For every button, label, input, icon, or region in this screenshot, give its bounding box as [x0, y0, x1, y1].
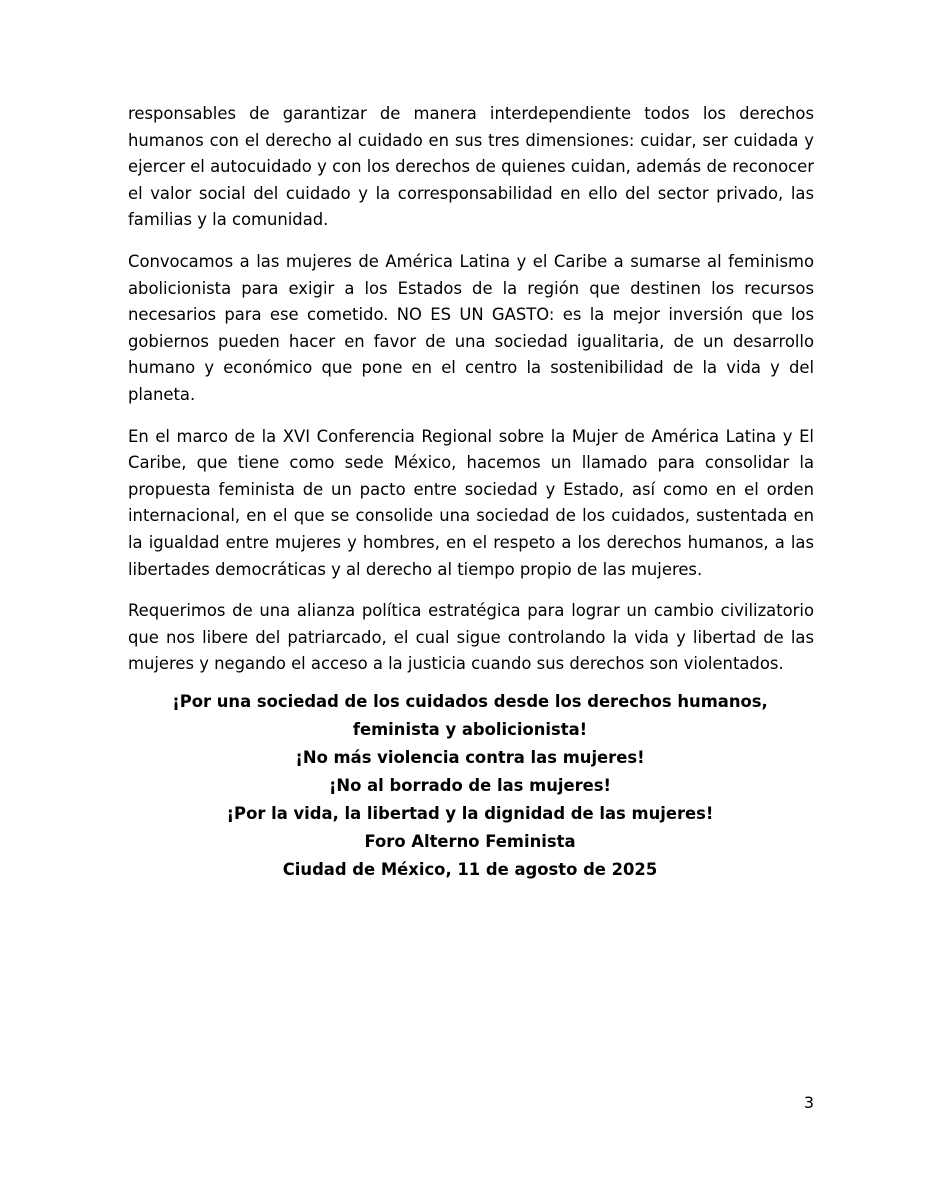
paragraph-care-rights: responsables de garantizar de manera interdependiente todos los derechos humanos con el derecho al cuidado en sus tres dimensiones: cuidar, ser cuidada y ejercer el autocuidado y con los derechos de quienes cuidan, además de reconocer el valor social del cuidado y la corresponsabilidad en ello del sector privado, las familias y la comunidad. — [128, 104, 814, 230]
slogan-no-erasure: ¡No al borrado de las mujeres! — [328, 776, 612, 795]
document-body — [128, 101, 814, 693]
slogan-care-society: ¡Por una sociedad de los cuidados desde los derechos humanos, feminista y abolicionista! — [172, 692, 768, 739]
slogan-life-freedom-dignity: ¡Por la vida, la libertad y la dignidad de las mujeres! — [226, 804, 714, 823]
paragraph-regional-conference: En el marco de la XVI Conferencia Regional sobre la Mujer de América Latina y El Caribe, que tiene como sede México, hacemos un llamado para consolidar la propuesta feminista de un pacto entre sociedad y Estado, así como en el orden internacional, en el que se consolide una sociedad de los cuidados, sustentada en la igualdad entre mujeres y hombres, en el respeto a los derechos humanos, a las libertades democráticas y al derecho al tiempo propio de las mujeres. — [128, 426, 814, 579]
paragraph-political-alliance: Requerimos de una alianza política estratégica para lograr un cambio civilizatorio que nos libere del patriarcado, el cual sigue controlando la vida y libertad de las mujeres y negando el acceso a la justicia cuando sus derechos son violentados. — [128, 601, 814, 674]
place-date: Ciudad de México, 11 de agosto de 2025 — [282, 860, 658, 879]
page-number: 3 — [803, 1093, 814, 1112]
slogan-no-violence: ¡No más violencia contra las mujeres! — [295, 748, 645, 767]
signature: Foro Alterno Feminista — [364, 832, 576, 851]
closing-statements — [110, 688, 830, 884]
paragraph-call-to-women: Convocamos a las mujeres de América Latina y el Caribe a sumarse al feminismo abolicionista para exigir a los Estados de la región que destinen los recursos necesarios para ese cometido. NO ES UN GASTO: es la mejor inversión que los gobiernos pueden hacer en favor de una sociedad igualitaria, de un desarrollo humano y económico que pone en el centro la sostenibilidad de la vida y del planeta. — [128, 251, 814, 404]
